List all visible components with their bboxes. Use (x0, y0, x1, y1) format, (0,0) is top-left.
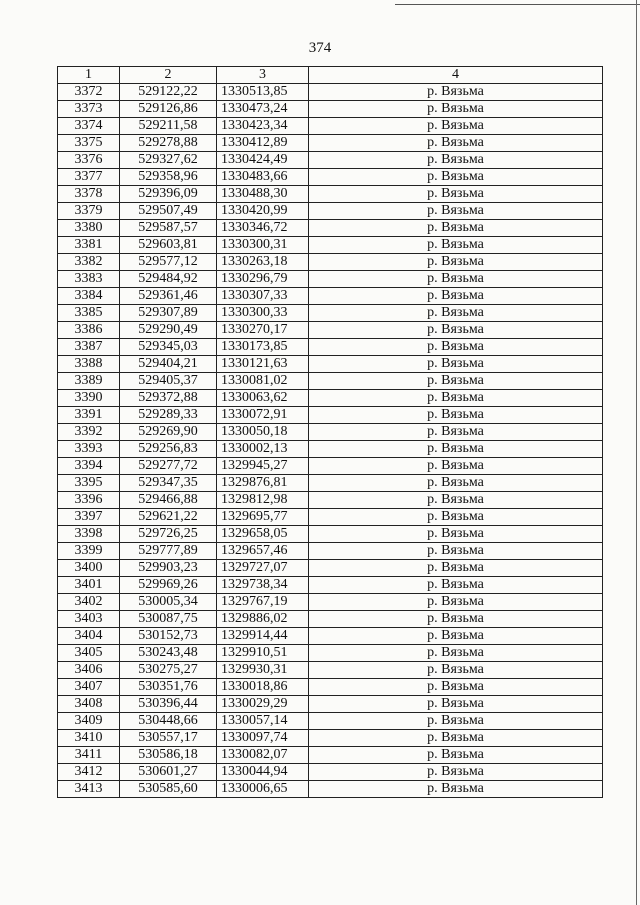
description-cell: р. Вязьма (309, 611, 603, 628)
right-edge-line (636, 0, 637, 905)
point-number-cell: 3399 (58, 543, 120, 560)
point-number-cell: 3397 (58, 509, 120, 526)
table-row (58, 543, 603, 560)
y-coordinate-cell: 1329767,19 (217, 594, 309, 611)
table-row (58, 475, 603, 492)
point-number-cell: 3402 (58, 594, 120, 611)
y-coordinate-cell: 1330300,33 (217, 305, 309, 322)
table-row (58, 424, 603, 441)
point-number-cell: 3383 (58, 271, 120, 288)
y-coordinate-cell: 1329658,05 (217, 526, 309, 543)
y-coordinate-cell: 1330270,17 (217, 322, 309, 339)
table-row (58, 237, 603, 254)
point-number-cell: 3381 (58, 237, 120, 254)
description-cell: р. Вязьма (309, 764, 603, 781)
table-row (58, 407, 603, 424)
x-coordinate-cell: 529466,88 (120, 492, 217, 509)
description-cell: р. Вязьма (309, 645, 603, 662)
y-coordinate-cell: 1330050,18 (217, 424, 309, 441)
y-coordinate-cell: 1330097,74 (217, 730, 309, 747)
x-coordinate-cell: 529484,92 (120, 271, 217, 288)
table-row (58, 339, 603, 356)
x-coordinate-cell: 529372,88 (120, 390, 217, 407)
table-row (58, 730, 603, 747)
x-coordinate-cell: 530448,66 (120, 713, 217, 730)
table-row (58, 169, 603, 186)
x-coordinate-cell: 529404,21 (120, 356, 217, 373)
point-number-cell: 3396 (58, 492, 120, 509)
x-coordinate-cell: 530275,27 (120, 662, 217, 679)
table-body (58, 84, 603, 798)
x-coordinate-cell: 529358,96 (120, 169, 217, 186)
point-number-cell: 3411 (58, 747, 120, 764)
x-coordinate-cell: 529289,33 (120, 407, 217, 424)
y-coordinate-cell: 1329727,07 (217, 560, 309, 577)
description-cell: р. Вязьма (309, 628, 603, 645)
x-coordinate-cell: 530586,18 (120, 747, 217, 764)
description-cell: р. Вязьма (309, 781, 603, 798)
description-cell: р. Вязьма (309, 662, 603, 679)
y-coordinate-cell: 1330296,79 (217, 271, 309, 288)
point-number-cell: 3380 (58, 220, 120, 237)
x-coordinate-cell: 529969,26 (120, 577, 217, 594)
y-coordinate-cell: 1330002,13 (217, 441, 309, 458)
description-cell: р. Вязьма (309, 458, 603, 475)
table-row (58, 747, 603, 764)
table-row (58, 356, 603, 373)
point-number-cell: 3391 (58, 407, 120, 424)
x-coordinate-cell: 529327,62 (120, 152, 217, 169)
x-coordinate-cell: 529777,89 (120, 543, 217, 560)
x-coordinate-cell: 529256,83 (120, 441, 217, 458)
description-cell: р. Вязьма (309, 271, 603, 288)
description-cell: р. Вязьма (309, 118, 603, 135)
point-number-cell: 3412 (58, 764, 120, 781)
table-row (58, 662, 603, 679)
description-cell: р. Вязьма (309, 152, 603, 169)
y-coordinate-cell: 1329886,02 (217, 611, 309, 628)
top-edge-line (395, 4, 640, 5)
table-row (58, 203, 603, 220)
x-coordinate-cell: 529290,49 (120, 322, 217, 339)
point-number-cell: 3392 (58, 424, 120, 441)
table-row (58, 135, 603, 152)
point-number-cell: 3408 (58, 696, 120, 713)
point-number-cell: 3379 (58, 203, 120, 220)
description-cell: р. Вязьма (309, 543, 603, 560)
column-header: 2 (120, 67, 217, 84)
description-cell: р. Вязьма (309, 169, 603, 186)
table-row (58, 611, 603, 628)
y-coordinate-cell: 1329695,77 (217, 509, 309, 526)
point-number-cell: 3375 (58, 135, 120, 152)
x-coordinate-cell: 530351,76 (120, 679, 217, 696)
x-coordinate-cell: 529621,22 (120, 509, 217, 526)
description-cell: р. Вязьма (309, 101, 603, 118)
y-coordinate-cell: 1330473,24 (217, 101, 309, 118)
table-row (58, 271, 603, 288)
description-cell: р. Вязьма (309, 679, 603, 696)
table-row (58, 305, 603, 322)
description-cell: р. Вязьма (309, 322, 603, 339)
y-coordinate-cell: 1330513,85 (217, 84, 309, 101)
table-row (58, 373, 603, 390)
table-row (58, 84, 603, 101)
y-coordinate-cell: 1330057,14 (217, 713, 309, 730)
y-coordinate-cell: 1330483,66 (217, 169, 309, 186)
point-number-cell: 3378 (58, 186, 120, 203)
table-row (58, 560, 603, 577)
description-cell: р. Вязьма (309, 730, 603, 747)
description-cell: р. Вязьма (309, 560, 603, 577)
x-coordinate-cell: 529126,86 (120, 101, 217, 118)
y-coordinate-cell: 1330173,85 (217, 339, 309, 356)
x-coordinate-cell: 530005,34 (120, 594, 217, 611)
description-cell: р. Вязьма (309, 186, 603, 203)
point-number-cell: 3384 (58, 288, 120, 305)
table-row (58, 254, 603, 271)
y-coordinate-cell: 1330006,65 (217, 781, 309, 798)
table-row (58, 288, 603, 305)
x-coordinate-cell: 529577,12 (120, 254, 217, 271)
point-number-cell: 3385 (58, 305, 120, 322)
description-cell: р. Вязьма (309, 492, 603, 509)
description-cell: р. Вязьма (309, 407, 603, 424)
description-cell: р. Вязьма (309, 594, 603, 611)
x-coordinate-cell: 530152,73 (120, 628, 217, 645)
y-coordinate-cell: 1330420,99 (217, 203, 309, 220)
y-coordinate-cell: 1330121,63 (217, 356, 309, 373)
description-cell: р. Вязьма (309, 220, 603, 237)
column-header: 3 (217, 67, 309, 84)
point-number-cell: 3407 (58, 679, 120, 696)
point-number-cell: 3393 (58, 441, 120, 458)
x-coordinate-cell: 529307,89 (120, 305, 217, 322)
description-cell: р. Вязьма (309, 441, 603, 458)
y-coordinate-cell: 1330300,31 (217, 237, 309, 254)
point-number-cell: 3382 (58, 254, 120, 271)
y-coordinate-cell: 1329657,46 (217, 543, 309, 560)
x-coordinate-cell: 530396,44 (120, 696, 217, 713)
x-coordinate-cell: 529277,72 (120, 458, 217, 475)
table-row (58, 509, 603, 526)
description-cell: р. Вязьма (309, 424, 603, 441)
description-cell: р. Вязьма (309, 254, 603, 271)
description-cell: р. Вязьма (309, 305, 603, 322)
y-coordinate-cell: 1330263,18 (217, 254, 309, 271)
x-coordinate-cell: 529278,88 (120, 135, 217, 152)
y-coordinate-cell: 1330063,62 (217, 390, 309, 407)
x-coordinate-cell: 529269,90 (120, 424, 217, 441)
description-cell: р. Вязьма (309, 526, 603, 543)
x-coordinate-cell: 529211,58 (120, 118, 217, 135)
table-row (58, 322, 603, 339)
y-coordinate-cell: 1330424,49 (217, 152, 309, 169)
description-cell: р. Вязьма (309, 577, 603, 594)
x-coordinate-cell: 530585,60 (120, 781, 217, 798)
table-row (58, 458, 603, 475)
table-row (58, 713, 603, 730)
description-cell: р. Вязьма (309, 373, 603, 390)
x-coordinate-cell: 529361,46 (120, 288, 217, 305)
table-row (58, 186, 603, 203)
table-row (58, 220, 603, 237)
description-cell: р. Вязьма (309, 713, 603, 730)
table-row (58, 764, 603, 781)
coordinates-table (57, 66, 603, 798)
y-coordinate-cell: 1330018,86 (217, 679, 309, 696)
table-row (58, 628, 603, 645)
y-coordinate-cell: 1329914,44 (217, 628, 309, 645)
x-coordinate-cell: 530601,27 (120, 764, 217, 781)
x-coordinate-cell: 529507,49 (120, 203, 217, 220)
x-coordinate-cell: 529405,37 (120, 373, 217, 390)
y-coordinate-cell: 1329812,98 (217, 492, 309, 509)
page-number: 374 (308, 40, 332, 56)
x-coordinate-cell: 529347,35 (120, 475, 217, 492)
point-number-cell: 3401 (58, 577, 120, 594)
x-coordinate-cell: 529603,81 (120, 237, 217, 254)
y-coordinate-cell: 1330082,07 (217, 747, 309, 764)
description-cell: р. Вязьма (309, 509, 603, 526)
x-coordinate-cell: 529396,09 (120, 186, 217, 203)
description-cell: р. Вязьма (309, 356, 603, 373)
description-cell: р. Вязьма (309, 84, 603, 101)
table-row (58, 526, 603, 543)
table-row (58, 696, 603, 713)
description-cell: р. Вязьма (309, 475, 603, 492)
y-coordinate-cell: 1330307,33 (217, 288, 309, 305)
y-coordinate-cell: 1330081,02 (217, 373, 309, 390)
x-coordinate-cell: 529345,03 (120, 339, 217, 356)
y-coordinate-cell: 1329876,81 (217, 475, 309, 492)
description-cell: р. Вязьма (309, 696, 603, 713)
point-number-cell: 3387 (58, 339, 120, 356)
column-header: 1 (58, 67, 120, 84)
point-number-cell: 3376 (58, 152, 120, 169)
y-coordinate-cell: 1330346,72 (217, 220, 309, 237)
point-number-cell: 3400 (58, 560, 120, 577)
description-cell: р. Вязьма (309, 203, 603, 220)
point-number-cell: 3372 (58, 84, 120, 101)
point-number-cell: 3373 (58, 101, 120, 118)
description-cell: р. Вязьма (309, 339, 603, 356)
point-number-cell: 3377 (58, 169, 120, 186)
point-number-cell: 3398 (58, 526, 120, 543)
table-row (58, 645, 603, 662)
y-coordinate-cell: 1330488,30 (217, 186, 309, 203)
point-number-cell: 3374 (58, 118, 120, 135)
table-row (58, 781, 603, 798)
point-number-cell: 3413 (58, 781, 120, 798)
point-number-cell: 3394 (58, 458, 120, 475)
y-coordinate-cell: 1329910,51 (217, 645, 309, 662)
y-coordinate-cell: 1329945,27 (217, 458, 309, 475)
y-coordinate-cell: 1330423,34 (217, 118, 309, 135)
x-coordinate-cell: 529726,25 (120, 526, 217, 543)
point-number-cell: 3410 (58, 730, 120, 747)
y-coordinate-cell: 1330072,91 (217, 407, 309, 424)
table-row (58, 101, 603, 118)
point-number-cell: 3406 (58, 662, 120, 679)
point-number-cell: 3404 (58, 628, 120, 645)
y-coordinate-cell: 1329738,34 (217, 577, 309, 594)
point-number-cell: 3409 (58, 713, 120, 730)
x-coordinate-cell: 530557,17 (120, 730, 217, 747)
x-coordinate-cell: 530243,48 (120, 645, 217, 662)
point-number-cell: 3389 (58, 373, 120, 390)
x-coordinate-cell: 529903,23 (120, 560, 217, 577)
table-row (58, 118, 603, 135)
table-row (58, 679, 603, 696)
column-header: 4 (309, 67, 603, 84)
description-cell: р. Вязьма (309, 135, 603, 152)
point-number-cell: 3388 (58, 356, 120, 373)
y-coordinate-cell: 1330029,29 (217, 696, 309, 713)
point-number-cell: 3386 (58, 322, 120, 339)
description-cell: р. Вязьма (309, 237, 603, 254)
point-number-cell: 3403 (58, 611, 120, 628)
point-number-cell: 3395 (58, 475, 120, 492)
x-coordinate-cell: 529122,22 (120, 84, 217, 101)
y-coordinate-cell: 1329930,31 (217, 662, 309, 679)
table-row (58, 577, 603, 594)
point-number-cell: 3405 (58, 645, 120, 662)
table-row (58, 594, 603, 611)
description-cell: р. Вязьма (309, 288, 603, 305)
x-coordinate-cell: 529587,57 (120, 220, 217, 237)
x-coordinate-cell: 530087,75 (120, 611, 217, 628)
description-cell: р. Вязьма (309, 390, 603, 407)
y-coordinate-cell: 1330044,94 (217, 764, 309, 781)
table-row (58, 441, 603, 458)
point-number-cell: 3390 (58, 390, 120, 407)
description-cell: р. Вязьма (309, 747, 603, 764)
y-coordinate-cell: 1330412,89 (217, 135, 309, 152)
table-header-row (58, 67, 603, 84)
table-row (58, 152, 603, 169)
table-row (58, 390, 603, 407)
table-row (58, 492, 603, 509)
